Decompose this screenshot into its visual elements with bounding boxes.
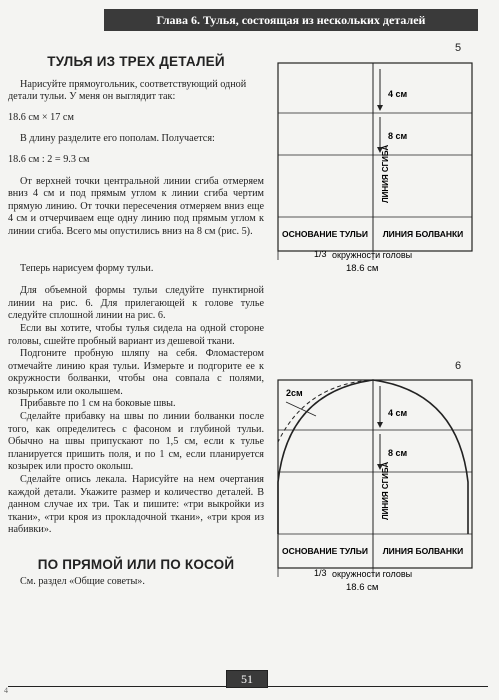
block-label: ЛИНИЯ БОЛВАНКИ (382, 229, 464, 239)
paragraph: Для объемной формы тульи следуйте пунктирной линии на рис. 6. Для прилегающей к голове тулье следуйте сплошной линии на рис. 6. (8, 285, 264, 322)
label-2cm: 2см (286, 388, 303, 398)
pointer-line (286, 402, 316, 416)
width-value: 18.6 см (346, 263, 379, 274)
label-4cm: 4 см (388, 408, 408, 418)
footer-rule (8, 686, 226, 687)
paragraph: Сделайте прибавку на швы по линии болванки после того, как определитесь с фасоном и глубиной тульи. Обычно на швы припускают по 1,5 см, если к тулье планируется пришить поля, и по 1 см, если планируется козырек или просто околыш. (8, 411, 264, 473)
base-label: ОСНОВАНИЕ ТУЛЬИ (282, 229, 368, 239)
paragraph: Если вы хотите, чтобы тулья сидела на одной стороне головы, сшейте пробный вариант из дешевой ткани. (8, 322, 264, 347)
circumference-label: окружности головы (332, 250, 413, 260)
paragraph: Подгоните пробную шляпу на себя. Фломастером отмечайте линию края тульи. Измерьте и подгорите ее к окружности болванки, чтобы она совпала с полями, козырьком или околышем. (8, 348, 264, 397)
label-4cm: 4 см (388, 89, 408, 99)
pattern-rectangle (278, 380, 472, 568)
width-value: 18.6 см (346, 582, 379, 593)
figure-number: 5 (455, 42, 462, 54)
figure-number: 6 (455, 360, 462, 372)
dashed-crown-curve (278, 380, 373, 534)
chapter-header: Глава 6. Тулья, состоящая из нескольких деталей (104, 9, 478, 31)
formula-dimensions: 18.6 см × 17 см (8, 111, 74, 123)
paragraph: Теперь нарисуем форму тульи. (20, 262, 154, 274)
paragraph: Нарисуйте прямоугольник, соответствующий одной детали тульи. У меня он выглядит так: (8, 78, 247, 103)
paragraph: См. раздел «Общие советы». (20, 575, 145, 587)
pattern-rectangle (278, 63, 472, 251)
circumference-label: окружности головы (332, 569, 413, 579)
base-label: ОСНОВАНИЕ ТУЛЬИ (282, 546, 368, 556)
block-label: ЛИНИЯ БОЛВАНКИ (382, 546, 464, 556)
paragraph: В длину разделите его пополам. Получается: (20, 133, 215, 145)
figure-6-diagram (276, 372, 476, 598)
corner-mark: 4 (4, 686, 8, 695)
arrow-head (377, 422, 383, 428)
page-number: 51 (226, 670, 268, 688)
paragraph: Прибавьте по 1 см на боковые швы. (20, 398, 176, 410)
text-column (8, 56, 264, 588)
figure-5-diagram (276, 55, 476, 280)
section-heading: ТУЛЬЯ ИЗ ТРЕХ ДЕТАЛЕЙ (47, 54, 225, 69)
fraction: 1/3 (314, 249, 327, 259)
footer-rule (268, 686, 488, 687)
arrow-head (377, 105, 383, 111)
label-8cm: 8 см (388, 131, 408, 141)
formula-half: 18.6 см : 2 = 9.3 см (8, 153, 90, 165)
section-heading: ПО ПРЯМОЙ ИЛИ ПО КОСОЙ (37, 557, 235, 572)
fold-line-label: ЛИНИЯ СГИБА (381, 461, 390, 520)
paragraph: Сделайте опись лекала. Нарисуйте на нем очертания каждой детали. Укажите размер и количество деталей. В данном случае их три. Так и пишите: «три выкройки из ткани», «три кроя из прокладочной ткани», «три кроя из набивки». (8, 474, 264, 536)
fold-line-label: ЛИНИЯ СГИБА (381, 144, 390, 203)
label-8cm: 8 см (388, 448, 408, 458)
paragraph: От верхней точки центральной линии сгиба отмеряем вниз 4 см и под прямым углом к линии сгиба чертим прямую линию. От точки пересечения отмеряем вниз еще 4 см и отчерчиваем еще одну линию под прямым углом к линии сгиба. Всего мы опустились вниз на 8 см (рис. 5). (8, 175, 264, 237)
fraction: 1/3 (314, 568, 327, 578)
